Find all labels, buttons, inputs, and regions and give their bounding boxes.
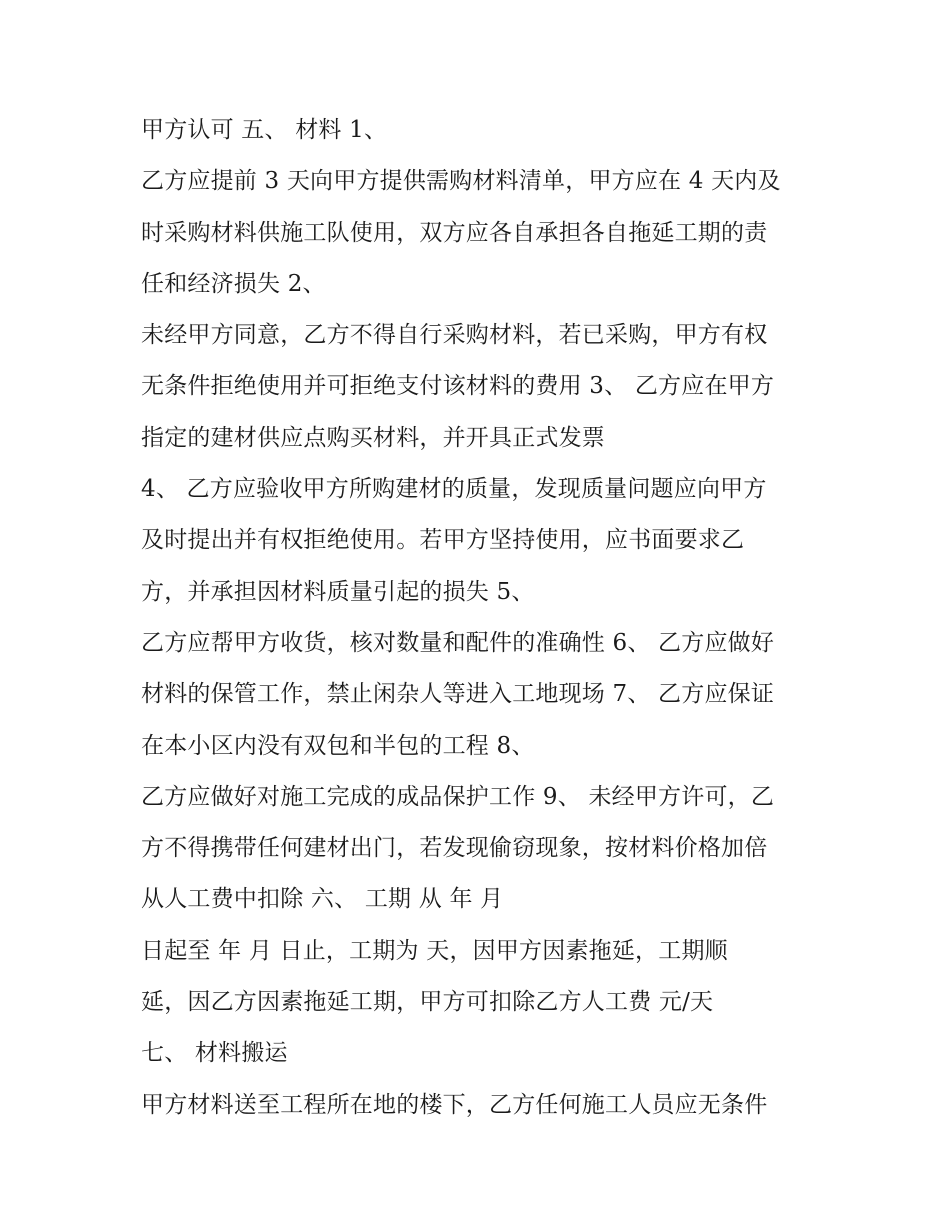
text-line: 乙方应做好对施工完成的成品保护工作 9、 未经甲方许可，乙 xyxy=(141,783,775,810)
text-line: 方不得携带任何建材出门，若发现偷窃现象，按材料价格加倍 xyxy=(141,835,768,862)
text-line: 无条件拒绝使用并可拒绝支付该材料的费用 3、 乙方应在甲方 xyxy=(141,373,775,400)
text-line: 在本小区内没有双包和半包的工程 8、 xyxy=(141,732,535,759)
text-line: 七、 材料搬运 xyxy=(141,1040,288,1067)
text-line: 任和经济损失 2、 xyxy=(141,270,326,297)
text-line: 延，因乙方因素拖延工期，甲方可扣除乙方人工费 元/天 xyxy=(141,989,714,1016)
text-line: 甲方材料送至工程所在地的楼下，乙方任何施工人员应无条件 xyxy=(141,1091,768,1118)
text-line: 从人工费中扣除 六、 工期 从 年 月 xyxy=(141,886,504,913)
text-line: 材料的保管工作，禁止闲杂人等进入工地现场 7、 乙方应保证 xyxy=(141,681,775,708)
text-line: 及时提出并有权拒绝使用。若甲方坚持使用，应书面要求乙 xyxy=(141,527,745,554)
text-line: 方，并承担因材料质量引起的损失 5、 xyxy=(141,578,535,605)
text-line: 指定的建材供应点购买材料，并开具正式发票 xyxy=(141,424,605,451)
contract-text xyxy=(141,108,821,1134)
text-line: 乙方应提前 3 天向甲方提供需购材料清单，甲方应在 4 天内及 xyxy=(141,168,781,195)
text-line: 甲方认可 五、 材料 1、 xyxy=(141,117,388,143)
text-line: 未经甲方同意，乙方不得自行采购材料，若已采购，甲方有权 xyxy=(141,322,768,349)
text-line: 日起至 年 月 日止，工期为 天，因甲方因素拖延，工期顺 xyxy=(141,937,728,964)
text-line: 时采购材料供施工队使用，双方应各自承担各自拖延工期的责 xyxy=(141,219,768,246)
text-line: 乙方应帮甲方收货，核对数量和配件的准确性 6、 乙方应做好 xyxy=(141,629,775,656)
text-line: 4、 乙方应验收甲方所购建材的质量，发现质量问题应向甲方 xyxy=(141,476,767,503)
